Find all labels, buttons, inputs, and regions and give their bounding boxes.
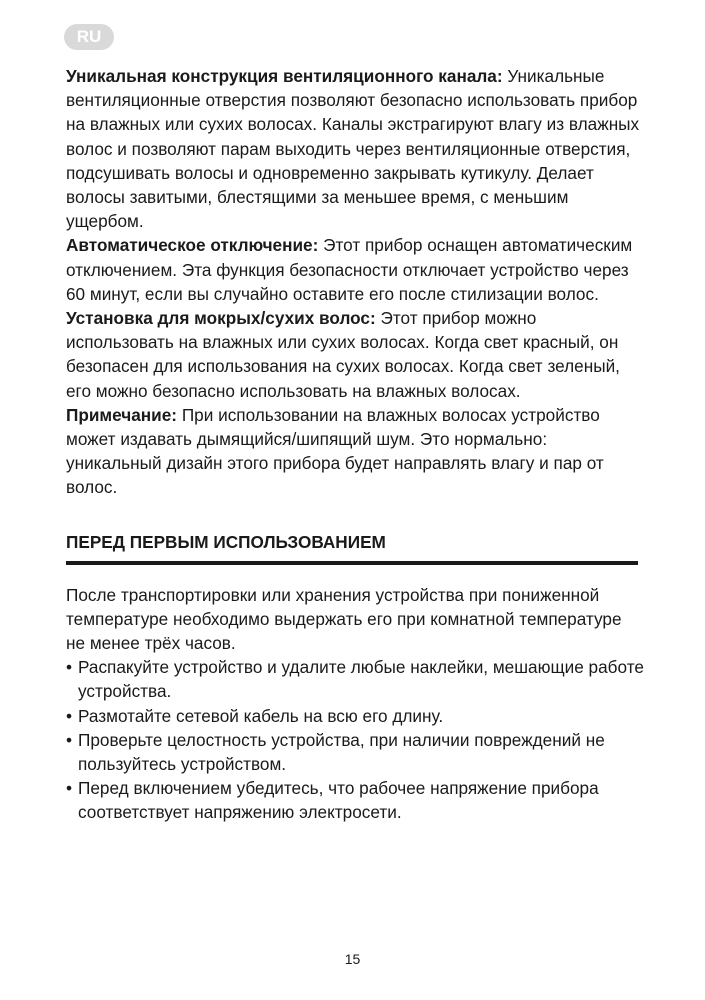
language-badge: RU	[64, 24, 114, 50]
feature-note	[66, 403, 644, 500]
feature-title: Установка для мокрых/сухих волос:	[66, 308, 376, 329]
list-item: • Размотайте сетевой кабель на всю его длину.	[66, 704, 644, 728]
feature-vent-channel	[66, 64, 644, 233]
section-intro: После транспортировки или хранения устройства при пониженной температуре необходимо выдержать его при комнатной температуре не менее трёх часов.	[66, 584, 622, 654]
list-item: • Перед включением убедитесь, что рабочее напряжение прибора соответствует напряжению электросети.	[66, 776, 644, 824]
feature-title: Уникальная конструкция вентиляционного канала:	[66, 66, 503, 86]
feature-wet-dry	[66, 306, 644, 403]
feature-auto-off	[66, 233, 644, 306]
page-number: 15	[344, 951, 361, 967]
page-content	[66, 64, 644, 825]
list-item: • Проверьте целостность устройства, при наличии повреждений не пользуйтесь устройством.	[66, 728, 644, 776]
list-item: • Распакуйте устройство и удалите любые наклейки, мешающие работе устройства.	[66, 655, 644, 703]
section-heading: ПЕРЕД ПЕРВЫМ ИСПОЛЬЗОВАНИЕМ	[66, 531, 386, 552]
feature-text: При использовании на влажных волосах устройство может издавать дымящийся/шипящий шум. Это нормально: уникальный дизайн этого прибора будет направлять влагу и пар от волос.	[66, 404, 604, 498]
feature-text: Этот прибор оснащен автоматическим отключением. Эта функция безопасности отключает устройство через 60 минут, если вы случайно оставите его после стилизации волос.	[66, 235, 633, 304]
bullet-list	[66, 655, 644, 824]
heading-divider	[66, 561, 638, 565]
feature-title: Примечание:	[66, 404, 178, 425]
feature-title: Автоматическое отключение:	[66, 235, 319, 256]
feature-text: Этот прибор можно использовать на влажных или сухих волосах. Когда свет красный, он безопасен для использования на сухих волосах. Когда свет зеленый, его можно безопасно использовать на влажных волосах.	[66, 308, 620, 401]
feature-text: Уникальные вентиляционные отверстия позволяют безопасно использовать прибор на влажных или сухих волосах. Каналы экстрагируют влагу из влажных волос и позволяют парам выходить через вентиляционные отверстия, подсушивать волосы и одновременно закрывать кутикулу. Делает волосы завитыми, блестящими за меньшее время, с меньшим ущербом.	[66, 66, 640, 232]
